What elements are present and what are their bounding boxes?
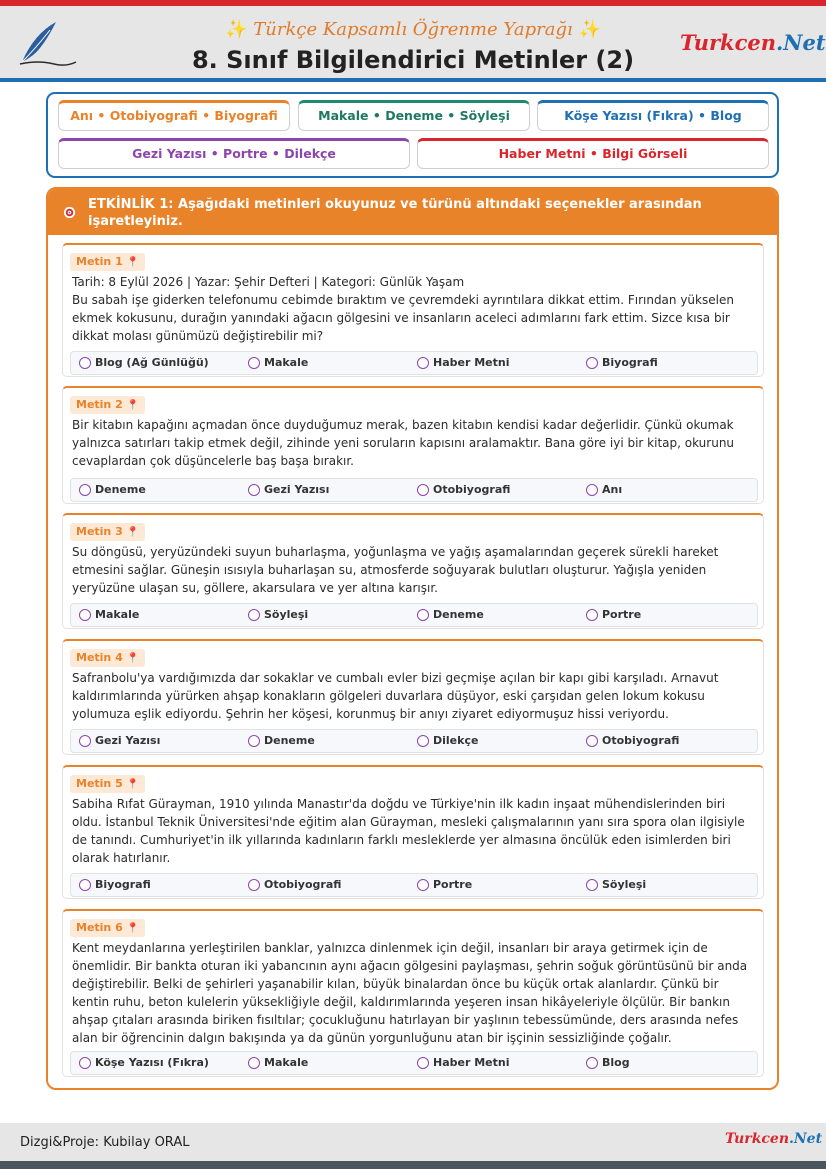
radio-button[interactable]	[248, 357, 260, 369]
option-label: Söyleşi	[602, 878, 647, 891]
radio-button[interactable]	[79, 484, 91, 496]
option-label: Anı	[602, 483, 623, 496]
text-card	[62, 386, 764, 504]
answer-options	[70, 351, 758, 375]
option-label: Söyleşi	[264, 608, 309, 621]
pin-icon: 📍	[126, 257, 140, 268]
logo-main-text: Turkcen	[725, 1131, 789, 1147]
option-label: Deneme	[433, 608, 484, 621]
pin-icon: 📍	[126, 653, 140, 664]
radio-button[interactable]	[248, 609, 260, 621]
text-card	[62, 513, 764, 629]
radio-button[interactable]	[79, 735, 91, 747]
footer-credit: Dizgi&Proje: Kubilay ORAL	[20, 1135, 190, 1150]
type-tag: Gezi Yazısı • Portre • Dilekçe	[58, 138, 410, 169]
radio-button[interactable]	[586, 879, 598, 891]
radio-button[interactable]	[586, 484, 598, 496]
option-label: Biyografi	[602, 356, 658, 369]
text-label-text: Metin 3	[76, 525, 123, 538]
subtitle-text: Türkçe Kapsamlı Öğrenme Yaprağı	[253, 19, 573, 40]
logo-net-text: .Net	[789, 1131, 823, 1147]
option-label: Blog	[602, 1056, 630, 1069]
type-tag: Köşe Yazısı (Fıkra) • Blog	[537, 100, 769, 131]
radio-button[interactable]	[417, 609, 429, 621]
logo-net-text: .Net	[776, 30, 826, 55]
pin-icon: 📍	[126, 923, 140, 934]
radio-button[interactable]	[417, 879, 429, 891]
option-label: Dilekçe	[433, 734, 479, 747]
radio-button[interactable]	[79, 1057, 91, 1069]
activity-panel	[46, 187, 779, 1090]
text-label-text: Metin 4	[76, 651, 123, 664]
radio-button[interactable]	[79, 357, 91, 369]
text-label	[70, 649, 145, 667]
radio-button[interactable]	[79, 879, 91, 891]
text-label-text: Metin 5	[76, 777, 123, 790]
radio-button[interactable]	[248, 879, 260, 891]
answer-options	[70, 729, 758, 753]
text-label	[70, 253, 145, 271]
target-icon	[63, 206, 76, 219]
text-body: Safranbolu'ya vardığımızda dar sokaklar ve cumbalı evler bizi geçmişe açılan bir kapı gibi karşıladı. Arnavut kaldırımlarında yürürken ahşap konakların gölgeleri duvarlara düşüyor, eski çarşıdan gelen lokum kokusu yolumuza eşlik ediyordu. Şehrin her köşesi, korunmuş bir anıyı ziyaret ediyormuşuz hissi veriyordu.	[72, 671, 719, 721]
option-label: Biyografi	[95, 878, 151, 891]
option-label: Gezi Yazısı	[95, 734, 161, 747]
text-body: Su döngüsü, yeryüzündeki suyun buharlaşma, yoğunlaşma ve yağış aşamalarından geçerek sürekli hareket etmesini sağlar. Güneşin ısısıyla buharlaşan su, atmosferde soğuyarak bulutları oluşturur. Yağışla yeniden yeryüzüne ulaşan su, göllere, akarsulara ve yer altına karışır.	[72, 545, 719, 595]
answer-options	[70, 478, 758, 502]
radio-button[interactable]	[586, 357, 598, 369]
radio-button[interactable]	[417, 357, 429, 369]
text-types-panel	[46, 92, 779, 178]
header-divider	[0, 78, 826, 82]
text-card	[62, 765, 764, 899]
type-tag: Haber Metni • Bilgi Görseli	[417, 138, 769, 169]
radio-button[interactable]	[79, 609, 91, 621]
text-label	[70, 523, 145, 541]
sparkle-icon: ✨	[578, 19, 601, 40]
radio-button[interactable]	[248, 735, 260, 747]
pin-icon: 📍	[126, 779, 140, 790]
radio-button[interactable]	[417, 1057, 429, 1069]
sparkle-icon: ✨	[225, 19, 248, 40]
text-body	[72, 273, 758, 345]
option-label: Otobiyografi	[602, 734, 680, 747]
text-body: Sabiha Rıfat Gürayman, 1910 yılında Manastır'da doğdu ve Türkiye'nin ilk kadın inşaat mühendislerinden biri oldu. İstanbul Teknik Üniversitesi'nde eğitim alan Gürayman, mesleki çalışmalarının yanı sıra spora olan ilgisiyle de tanındı. Cumhuriyet'in ilk yıllarında kadınların farklı mesleklerde yer almasına öncülük eden isimlerden biri olarak hatırlanır.	[72, 797, 745, 865]
radio-button[interactable]	[586, 735, 598, 747]
text-label-text: Metin 1	[76, 255, 123, 268]
radio-button[interactable]	[586, 609, 598, 621]
text-paragraph: Bu sabah işe giderken telefonumu cebimde bıraktım ve çevremdeki ayrıntılara dikkat ettim. Fırından yükselen ekmek kokusunu, durağın yanındaki ağacın gölgesini ve insanların aceleci adımlarını fark ettim. Sizce kısa bir dikkat molası günümüzü değiştirebilir mi?	[72, 293, 734, 343]
option-label: Portre	[602, 608, 642, 621]
option-label: Makale	[264, 1056, 309, 1069]
activity-header	[48, 189, 777, 235]
option-label: Haber Metni	[433, 356, 510, 369]
text-body: Kent meydanlarına yerleştirilen banklar, yalnızca dinlenmek için değil, insanları bir araya getirmek için de önemlidir. Bir bankta oturan iki yabancının aynı ağacın gölgesini paylaşması, şehrin soğuk görüntüsünü bir anda değiştirebilir. Belki de şehirleri yaşanabilir kılan, büyük binalardan önce bu küçük ortak alanlardır. Çünkü bir kentin ruhu, beton kulelerin yüksekliğiyle değil, kaldırımlarında yeşeren insan hikâyeleriyle ölçülür. Bir bankın ahşap çıtaları arasında biriken fısıltılar; çocukluğunu hatırlayan bir yaşlının tebessümünde, ders arasında nefes alan bir öğrencinin dalgın bakışında ya da günün yorgunluğunu atan bir işçinin sessizliğinde çoğalır.	[72, 941, 748, 1045]
activity-instruction: ETKİNLİK 1: Aşağıdaki metinleri okuyunuz ve türünü altındaki seçenekler arasından işaretleyiniz.	[88, 197, 702, 229]
site-logo[interactable]	[680, 30, 826, 55]
answer-options	[70, 603, 758, 627]
option-label: Otobiyografi	[433, 483, 511, 496]
radio-button[interactable]	[586, 1057, 598, 1069]
page-footer	[0, 1123, 826, 1161]
option-label: Deneme	[95, 483, 146, 496]
footer-logo[interactable]	[725, 1131, 822, 1147]
answer-options	[70, 873, 758, 897]
page-title: 8. Sınıf Bilgilendirici Metinler (2)	[191, 46, 635, 74]
text-label	[70, 775, 145, 793]
footer-bar	[0, 1161, 826, 1169]
pin-icon: 📍	[126, 400, 140, 411]
page-header	[0, 6, 826, 78]
logo-main-text: Turkcen	[680, 30, 776, 55]
option-label: Otobiyografi	[264, 878, 342, 891]
option-label: Haber Metni	[433, 1056, 510, 1069]
option-label: Blog (Ağ Günlüğü)	[95, 356, 209, 369]
option-label: Makale	[264, 356, 309, 369]
answer-options	[70, 1051, 758, 1075]
type-tag: Makale • Deneme • Söyleşi	[298, 100, 530, 131]
text-meta-line: Tarih: 8 Eylül 2026 | Yazar: Şehir Defteri | Kategori: Günlük Yaşam	[72, 275, 465, 289]
option-label: Deneme	[264, 734, 315, 747]
option-label: Gezi Yazısı	[264, 483, 330, 496]
text-label	[70, 396, 145, 414]
type-tag: Anı • Otobiyografi • Biyografi	[58, 100, 290, 131]
text-label-text: Metin 6	[76, 921, 123, 934]
radio-button[interactable]	[417, 484, 429, 496]
radio-button[interactable]	[417, 735, 429, 747]
option-label: Köşe Yazısı (Fıkra)	[95, 1056, 209, 1069]
radio-button[interactable]	[248, 1057, 260, 1069]
option-label: Portre	[433, 878, 473, 891]
text-card	[62, 243, 764, 377]
text-card	[62, 909, 764, 1077]
text-card	[62, 639, 764, 755]
text-body: Bir kitabın kapağını açmadan önce duyduğumuz merak, bazen kitabın kendisi kadar değerlidir. Çünkü okumak yalnızca satırları takip etmek değil, zihinde yeni soruların kapısını aralamaktır. Bana göre iyi bir kitap, okurunu cevaplardan çok düşüncelerle baş başa bırakır.	[72, 418, 735, 468]
text-label-text: Metin 2	[76, 398, 123, 411]
pin-icon: 📍	[126, 527, 140, 538]
option-label: Makale	[95, 608, 140, 621]
text-label	[70, 919, 145, 937]
radio-button[interactable]	[248, 484, 260, 496]
